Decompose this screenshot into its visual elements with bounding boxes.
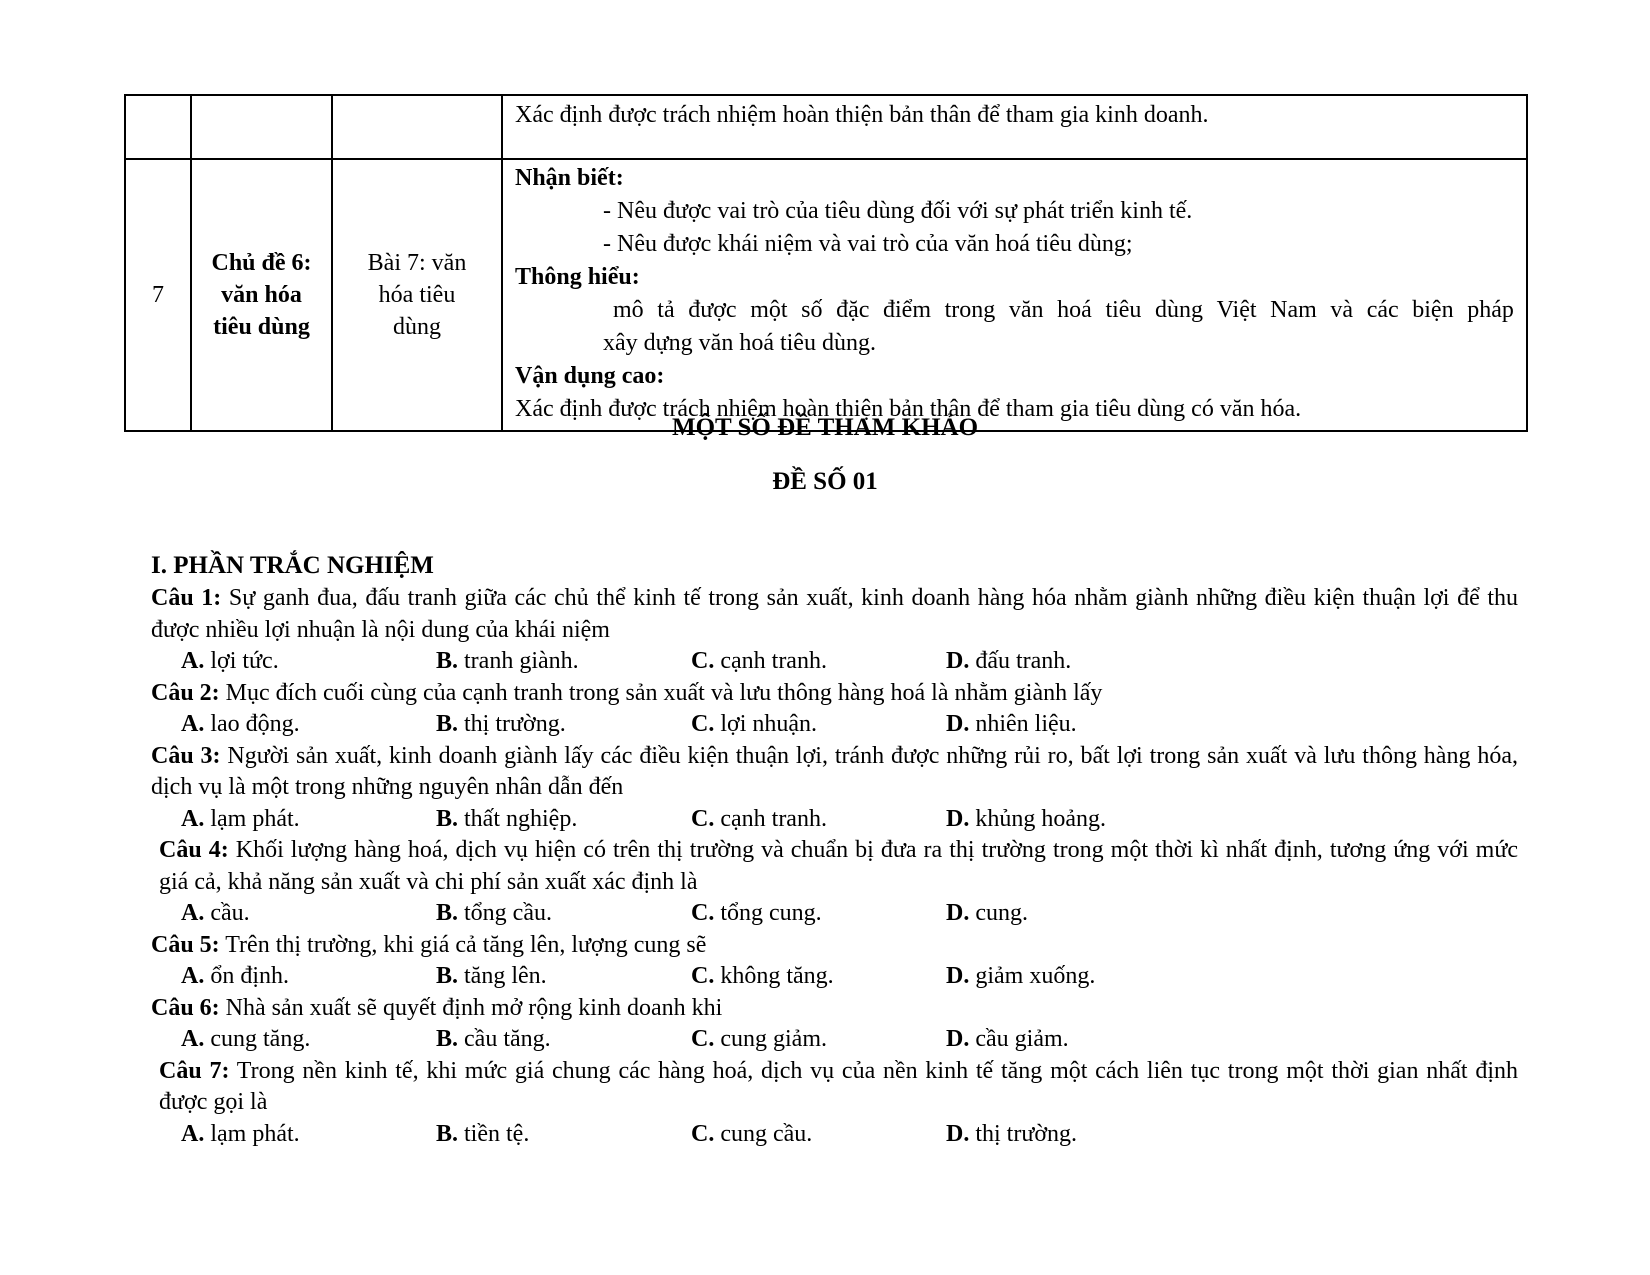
- understand-word: Việt: [1216, 297, 1257, 323]
- understand-word: điểm: [883, 297, 932, 323]
- option-text: lợi nhuận.: [714, 711, 818, 737]
- option-letter: B.: [436, 648, 459, 674]
- topic-line: tiêu dùng: [213, 314, 310, 340]
- option-letter: A.: [181, 1120, 205, 1147]
- answer-option: [946, 709, 1201, 741]
- answer-option: [436, 898, 691, 930]
- understand-text-line: xây dựng văn hoá tiêu dùng.: [603, 330, 876, 356]
- option-text: tăng lên.: [458, 963, 547, 989]
- option-text: tiền tệ.: [458, 1120, 530, 1147]
- option-text: không tăng.: [714, 963, 834, 989]
- question-text: Nhà sản xuất sẽ quyết định mở rộng kinh doanh khi: [219, 994, 723, 1021]
- topic-cell: [191, 159, 332, 431]
- option-letter: D.: [946, 1026, 970, 1052]
- option-text: tổng cầu.: [458, 900, 552, 926]
- question-stem: [151, 678, 1518, 710]
- recognize-heading: Nhận biết:: [515, 165, 624, 191]
- answer-option: [181, 804, 436, 836]
- recognize-item: - Nêu được khái niệm và vai trò của văn hoá tiêu dùng;: [603, 231, 1133, 257]
- understand-word: văn: [1008, 297, 1044, 323]
- option-letter: A.: [181, 805, 205, 832]
- option-letter: D.: [946, 711, 970, 737]
- question-label: Câu 6:: [151, 994, 220, 1021]
- answer-options: [151, 898, 1518, 930]
- answer-option: [436, 1024, 691, 1056]
- answer-option: [181, 646, 436, 678]
- question-stem: [151, 583, 1518, 646]
- question-list: [151, 583, 1518, 1150]
- option-letter: C.: [691, 900, 715, 926]
- answer-option: [691, 898, 946, 930]
- answer-option: [436, 646, 691, 678]
- table-cell-requirement: [502, 95, 1527, 159]
- answer-option: [946, 961, 1201, 993]
- question-text: Người sản xuất, kinh doanh giành lấy các điều kiện thuận lợi, tránh được những rủi ro, bất lợi trong sản xuất và lưu thông hàng hóa, dịch vụ là một trong những nguyên nhân dẫn đến: [151, 742, 1518, 800]
- option-text: tranh giành.: [458, 648, 579, 674]
- table-row: [125, 95, 1527, 159]
- answer-option: [436, 709, 691, 741]
- answer-options: [151, 1119, 1518, 1151]
- topic-line: văn hóa: [221, 282, 302, 308]
- option-text: giảm xuống.: [969, 963, 1096, 989]
- lesson-line: hóa tiêu: [378, 282, 456, 308]
- understand-word: biện: [1412, 297, 1454, 323]
- option-letter: B.: [436, 711, 459, 737]
- answer-option: [946, 1119, 1201, 1151]
- understand-word: pháp: [1467, 297, 1514, 323]
- option-text: lợi tức.: [204, 648, 279, 674]
- option-letter: A.: [181, 963, 205, 989]
- option-text: thị trường.: [969, 1120, 1078, 1147]
- answer-option: [946, 646, 1201, 678]
- understand-word: tiêu: [1105, 297, 1142, 323]
- option-letter: A.: [181, 1026, 205, 1052]
- answer-options: [151, 646, 1518, 678]
- answer-option: [691, 1119, 946, 1151]
- option-text: lạm phát.: [204, 805, 300, 832]
- table-cell-lesson: [332, 95, 502, 159]
- answer-options: [151, 709, 1518, 741]
- lesson-line: Bài 7: văn: [367, 250, 467, 276]
- question-text: Trong nền kinh tế, khi mức giá chung các hàng hoá, dịch vụ của nền kinh tế tăng một cách liên tục trong một thời gian nhất định được gọi là: [159, 1057, 1519, 1115]
- option-letter: C.: [691, 1026, 715, 1052]
- question-label: Câu 1:: [151, 585, 222, 611]
- understand-word: số: [801, 297, 823, 323]
- question-stem: [151, 741, 1518, 804]
- option-text: đấu tranh.: [969, 648, 1072, 674]
- answer-options: [151, 804, 1518, 836]
- understand-word: đặc: [836, 297, 870, 323]
- answer-option: [691, 804, 946, 836]
- option-letter: D.: [946, 648, 970, 674]
- option-letter: D.: [946, 1120, 970, 1147]
- answer-option: [181, 898, 436, 930]
- apply-heading: Vận dụng cao:: [515, 363, 665, 389]
- question-label: Câu 4:: [159, 837, 229, 863]
- question-text: Mục đích cuối cùng của cạnh tranh trong sản xuất và lưu thông hàng hoá là nhằm giành lấy: [219, 679, 1103, 706]
- option-letter: B.: [436, 900, 459, 926]
- option-text: thị trường.: [458, 711, 566, 737]
- table-cell-topic: [191, 95, 332, 159]
- option-text: khủng hoảng.: [969, 805, 1106, 832]
- option-letter: A.: [181, 900, 205, 926]
- apply-text: Xác định được trách nhiệm hoàn thiện bản thân để tham gia tiêu dùng có văn hóa.: [515, 396, 1302, 422]
- question-label: Câu 2:: [151, 679, 220, 706]
- answer-option: [946, 1024, 1201, 1056]
- understand-text-line: [515, 294, 1514, 327]
- option-letter: A.: [181, 711, 205, 737]
- table-row: [125, 159, 1527, 431]
- option-letter: D.: [946, 805, 970, 832]
- option-text: cung tăng.: [204, 1026, 311, 1052]
- table-cell-number: [125, 95, 191, 159]
- option-letter: C.: [691, 805, 715, 832]
- option-text: cạnh tranh.: [714, 648, 827, 674]
- option-letter: B.: [436, 1026, 459, 1052]
- exam-title: ĐỀ SỐ 01: [772, 468, 878, 495]
- understand-word: một: [750, 297, 788, 323]
- option-text: cầu tăng.: [458, 1026, 551, 1052]
- understand-word: và: [1330, 297, 1354, 323]
- option-text: lạm phát.: [204, 1120, 300, 1147]
- question-text: Trên thị trường, khi giá cả tăng lên, lượng cung sẽ: [219, 931, 707, 958]
- lesson-cell: [332, 159, 502, 431]
- answer-option: [946, 804, 1201, 836]
- lesson-line: dùng: [393, 314, 441, 340]
- understand-word: được: [688, 297, 737, 323]
- topic-line: Chủ đề 6:: [211, 250, 312, 276]
- requirement-text: Xác định được trách nhiệm hoàn thiện bản thân để tham gia kinh doanh.: [515, 102, 1209, 128]
- option-text: thất nghiệp.: [458, 805, 578, 832]
- page-title: MỘT SỐ ĐỀ THAM KHẢO: [671, 414, 979, 441]
- option-letter: C.: [691, 963, 715, 989]
- option-text: cầu.: [204, 900, 250, 926]
- answer-option: [436, 961, 691, 993]
- question-stem: [151, 930, 1518, 962]
- question-stem: [151, 1056, 1518, 1119]
- requirement-cell: [502, 159, 1527, 431]
- section-title: I. PHẦN TRẮC NGHIỆM: [151, 552, 434, 579]
- option-letter: B.: [436, 1120, 459, 1147]
- answer-option: [181, 961, 436, 993]
- question-text: Khối lượng hàng hoá, dịch vụ hiện có trên thị trường và chuẩn bị đưa ra thị trường trong một thời kì nhất định, tương ứng với mức giá cả, khả năng sản xuất và chi phí sản xuất xác định là: [159, 837, 1519, 895]
- answer-option: [181, 1024, 436, 1056]
- option-letter: D.: [946, 963, 970, 989]
- answer-option: [691, 1024, 946, 1056]
- recognize-item: - Nêu được vai trò của tiêu dùng đối với sự phát triển kinh tế.: [603, 198, 1193, 224]
- understand-word: các: [1366, 297, 1399, 323]
- question-text: Sự ganh đua, đấu tranh giữa các chủ thể kinh tế trong sản xuất, kinh doanh hàng hóa nhằm giành những điều kiện thuận lợi để thu được nhiều lợi nhuận là nội dung của khái niệm: [151, 585, 1518, 643]
- answer-option: [436, 804, 691, 836]
- option-text: lao động.: [204, 711, 300, 737]
- answer-option: [691, 709, 946, 741]
- option-letter: C.: [691, 648, 715, 674]
- answer-options: [151, 1024, 1518, 1056]
- option-letter: C.: [691, 1120, 715, 1147]
- question-label: Câu 3:: [151, 742, 221, 769]
- understand-word: tả: [657, 297, 675, 323]
- answer-option: [181, 709, 436, 741]
- option-text: cung cầu.: [714, 1120, 813, 1147]
- option-letter: C.: [691, 711, 715, 737]
- answer-option: [181, 1119, 436, 1151]
- option-text: cung giảm.: [714, 1026, 827, 1052]
- row-number: 7: [125, 159, 191, 431]
- understand-word: mô: [613, 297, 644, 323]
- option-text: cầu giảm.: [969, 1026, 1069, 1052]
- question-label: Câu 7:: [159, 1057, 230, 1084]
- option-letter: A.: [181, 648, 205, 674]
- answer-option: [691, 646, 946, 678]
- question-label: Câu 5:: [151, 931, 220, 958]
- option-text: tổng cung.: [714, 900, 822, 926]
- understand-word: Nam: [1270, 297, 1317, 323]
- answer-option: [946, 898, 1201, 930]
- option-letter: D.: [946, 900, 970, 926]
- option-text: cạnh tranh.: [714, 805, 827, 832]
- question-stem: [151, 993, 1518, 1025]
- option-text: nhiên liệu.: [969, 711, 1077, 737]
- understand-word: trong: [944, 297, 996, 323]
- option-letter: B.: [436, 963, 459, 989]
- understand-word: hoá: [1057, 297, 1092, 323]
- option-text: ổn định.: [204, 963, 290, 989]
- question-stem: [151, 835, 1518, 898]
- understand-heading: Thông hiểu:: [515, 264, 640, 290]
- answer-options: [151, 961, 1518, 993]
- understand-word: dùng: [1155, 297, 1204, 323]
- competency-table: [124, 94, 1528, 432]
- answer-option: [691, 961, 946, 993]
- answer-option: [436, 1119, 691, 1151]
- option-text: cung.: [969, 900, 1028, 926]
- option-letter: B.: [436, 805, 459, 832]
